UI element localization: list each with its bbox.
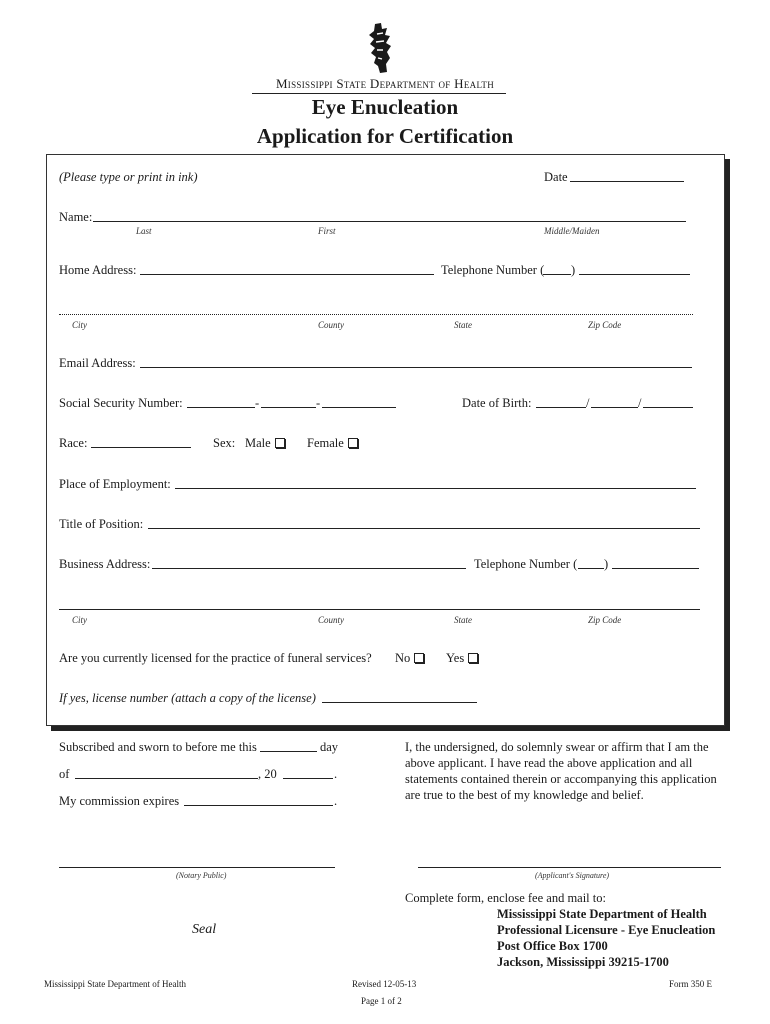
applicant-signature-caption: (Applicant's Signature) bbox=[535, 871, 610, 880]
notary-year-prefix: , 20 bbox=[258, 767, 277, 781]
state-logo-icon bbox=[365, 22, 395, 74]
instructions-text: (Please type or print in ink) bbox=[59, 170, 198, 184]
subscribed-label: Subscribed and sworn to before me this bbox=[59, 740, 257, 754]
business-area-code-field[interactable] bbox=[578, 568, 604, 569]
home-telephone-label: Telephone Number ( bbox=[441, 263, 545, 277]
mailing-line-1: Mississippi State Department of Health bbox=[497, 907, 707, 921]
form-subtitle: Application for Certification bbox=[256, 124, 514, 148]
agency-name: Mississippi State Department of Health bbox=[275, 76, 495, 91]
oath-line-2: above applicant. I have read the above application and all bbox=[405, 756, 693, 770]
ssn-separator-2: - bbox=[316, 396, 321, 410]
notary-day-field[interactable] bbox=[260, 751, 317, 752]
home-address-field[interactable] bbox=[140, 274, 434, 275]
form-title: Eye Enucleation bbox=[311, 95, 459, 119]
license-number-field[interactable] bbox=[322, 702, 477, 703]
male-label: Male bbox=[245, 436, 271, 450]
female-label: Female bbox=[307, 436, 344, 450]
employment-label: Place of Employment: bbox=[59, 477, 171, 491]
ssn-part1-field[interactable] bbox=[187, 407, 255, 408]
business-county-hint: County bbox=[318, 615, 344, 625]
dob-year-field[interactable] bbox=[643, 407, 693, 408]
license-no-label: No bbox=[395, 651, 411, 665]
dob-day-field[interactable] bbox=[591, 407, 638, 408]
business-state-hint: State bbox=[454, 615, 472, 625]
notary-month-field[interactable] bbox=[75, 778, 258, 779]
footer-revised: Revised 12-05-13 bbox=[352, 979, 417, 989]
sex-label: Sex: bbox=[213, 436, 236, 450]
ssn-part2-field[interactable] bbox=[261, 407, 316, 408]
dob-separator-2: / bbox=[638, 396, 642, 410]
ssn-label: Social Security Number: bbox=[59, 396, 183, 410]
business-address-label: Business Address: bbox=[59, 557, 151, 571]
applicant-signature-line[interactable] bbox=[418, 867, 721, 868]
name-label: Name: bbox=[59, 210, 93, 224]
name-hint-last: Last bbox=[136, 226, 152, 236]
date-field[interactable] bbox=[570, 181, 684, 182]
email-field[interactable] bbox=[140, 367, 692, 368]
home-state-hint: State bbox=[454, 320, 472, 330]
license-no-checkbox[interactable] bbox=[414, 653, 424, 663]
home-zip-hint: Zip Code bbox=[588, 320, 622, 330]
name-hint-first: First bbox=[318, 226, 336, 236]
dob-label: Date of Birth: bbox=[462, 396, 532, 410]
home-city-line[interactable] bbox=[59, 314, 693, 315]
business-telephone-label: Telephone Number ( bbox=[474, 557, 578, 571]
position-field[interactable] bbox=[148, 528, 700, 529]
license-no-option[interactable] bbox=[395, 651, 424, 666]
commission-period: . bbox=[334, 794, 338, 808]
application-form-box bbox=[46, 154, 725, 726]
license-yes-label: Yes bbox=[446, 651, 465, 665]
name-hint-middle: Middle/Maiden bbox=[544, 226, 600, 236]
seal-label: Seal bbox=[192, 922, 217, 937]
dob-month-field[interactable] bbox=[536, 407, 586, 408]
mailing-line-2: Professional Licensure - Eye Enucleation bbox=[497, 923, 716, 937]
home-county-hint: County bbox=[318, 320, 344, 330]
female-checkbox[interactable] bbox=[348, 438, 358, 448]
home-telephone-field[interactable] bbox=[579, 274, 690, 275]
license-yes-checkbox[interactable] bbox=[468, 653, 478, 663]
notary-day-label: day bbox=[320, 740, 339, 754]
race-field[interactable] bbox=[91, 447, 191, 448]
home-address-label: Home Address: bbox=[59, 263, 137, 277]
employment-field[interactable] bbox=[175, 488, 696, 489]
business-city-line[interactable] bbox=[59, 609, 700, 610]
race-label: Race: bbox=[59, 436, 88, 450]
notary-caption: (Notary Public) bbox=[176, 871, 227, 880]
business-zip-hint: Zip Code bbox=[588, 615, 622, 625]
female-option[interactable] bbox=[307, 436, 358, 451]
commission-label: My commission expires bbox=[59, 794, 180, 808]
notary-year-period: . bbox=[334, 767, 338, 781]
mailing-intro: Complete form, enclose fee and mail to: bbox=[405, 891, 606, 905]
date-label: Date bbox=[544, 170, 568, 184]
notary-signature-line[interactable] bbox=[59, 867, 335, 868]
male-checkbox[interactable] bbox=[275, 438, 285, 448]
oath-line-4: are true to the best of my knowledge and belief. bbox=[405, 788, 644, 802]
business-paren-close: ) bbox=[604, 557, 609, 571]
footer-form-number: Form 350 E bbox=[669, 979, 713, 989]
agency-underline bbox=[252, 93, 506, 94]
mailing-line-4: Jackson, Mississippi 39215-1700 bbox=[497, 955, 669, 969]
name-field[interactable] bbox=[93, 221, 686, 222]
license-number-label: If yes, license number (attach a copy of the license) bbox=[59, 691, 316, 705]
commission-field[interactable] bbox=[184, 805, 333, 806]
ssn-separator-1: - bbox=[255, 396, 260, 410]
male-option[interactable] bbox=[245, 436, 285, 451]
email-label: Email Address: bbox=[59, 356, 136, 370]
business-telephone-field[interactable] bbox=[612, 568, 699, 569]
position-label: Title of Position: bbox=[59, 517, 144, 531]
license-question: Are you currently licensed for the practice of funeral services? bbox=[59, 651, 372, 665]
business-address-field[interactable] bbox=[152, 568, 466, 569]
footer-page-number: Page 1 of 2 bbox=[361, 996, 402, 1006]
home-city-hint: City bbox=[72, 320, 87, 330]
mailing-line-3: Post Office Box 1700 bbox=[497, 939, 608, 953]
license-yes-option[interactable] bbox=[446, 651, 478, 666]
dob-separator-1: / bbox=[586, 396, 590, 410]
home-area-code-field[interactable] bbox=[543, 274, 571, 275]
oath-line-1: I, the undersigned, do solemnly swear or affirm that I am the bbox=[405, 740, 709, 754]
business-city-hint: City bbox=[72, 615, 87, 625]
footer-agency: Mississippi State Department of Health bbox=[44, 979, 186, 989]
home-paren-close: ) bbox=[571, 263, 576, 277]
notary-year-field[interactable] bbox=[283, 778, 333, 779]
oath-line-3: statements contained therein or accompanying this application bbox=[405, 772, 717, 786]
ssn-part3-field[interactable] bbox=[322, 407, 396, 408]
notary-of-label: of bbox=[59, 767, 70, 781]
